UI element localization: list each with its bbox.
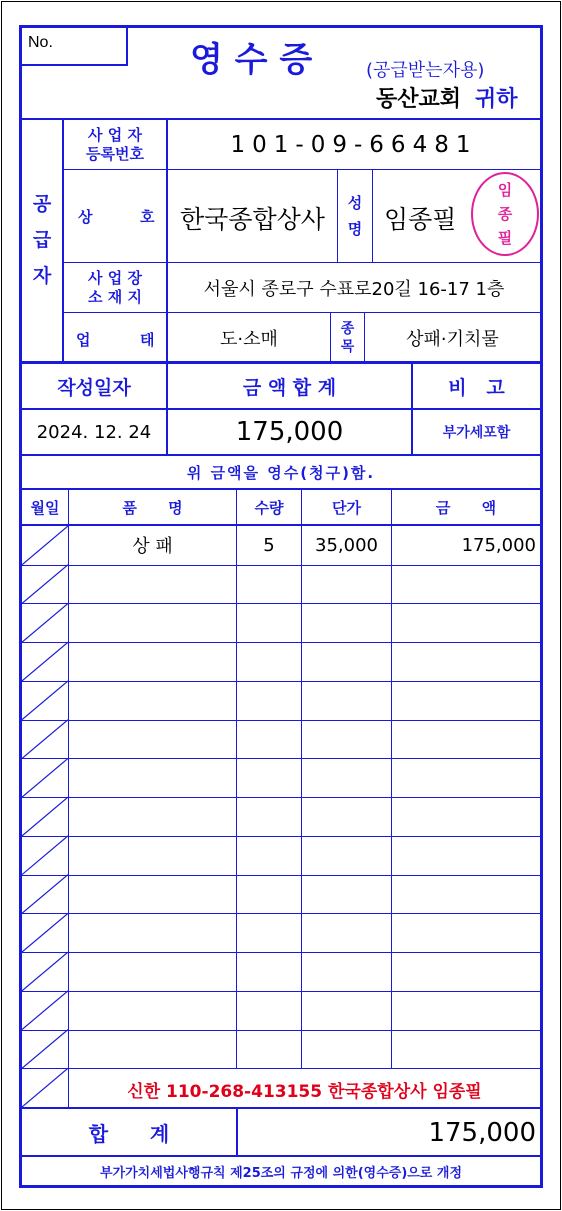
unit-price-cell [302,1031,391,1068]
total-amount-label: 금 액 합 계 [242,376,337,399]
supplier-side-label [22,170,62,310]
unit-price-cell [302,837,391,874]
item-name-cell [69,914,236,951]
regulation-note: 부가가치세법사행규칙 제25조의 규정에 의한(영수증)으로 개정 [99,1165,463,1181]
qty-cell [237,876,301,913]
date-slash [22,565,68,604]
date-slash [22,913,68,952]
date-slash [22,642,68,681]
business-type-label: 업 태 [76,331,155,349]
company-name: 한국종합상사 [180,205,325,234]
document-subtitle: (공급받는자용) [366,60,485,81]
representative-name: 임종필 [384,205,457,234]
col-header-unit-price: 단가 [332,498,361,517]
unit-price-cell [302,992,391,1029]
date-slash [22,603,68,642]
date-slash [22,991,68,1030]
amount-cell [392,876,538,913]
date-slash [22,758,68,797]
item-name-cell [69,798,236,835]
date-slash [22,875,68,914]
unit-price-cell [302,759,391,796]
unit-price-cell [302,566,391,603]
document-title: 영 수 증 [190,40,313,80]
unit-price-cell [302,876,391,913]
date-slash [22,526,68,565]
amount-cell [392,643,538,680]
item-name-cell [69,1031,236,1068]
address-value: 서울시 종로구 수표로20길 16-17 1층 [203,278,505,300]
qty-cell [237,643,301,680]
recipient-suffix: 귀하 [475,87,518,112]
date-slash [22,1030,68,1069]
unit-price-cell [302,914,391,951]
qty-cell [237,837,301,874]
date-slash [22,797,68,836]
total-amount: 175,000 [235,417,344,447]
date-slash [22,952,68,991]
amount-cell [392,992,538,1029]
supplier-side-char: 공 [32,193,52,215]
qty-cell [237,604,301,641]
qty-cell [237,1031,301,1068]
vat-note: 부가세포함 [442,425,511,441]
amount-cell [392,759,538,796]
receipt-statement: 위 금액을 영수(청구)함. [186,463,376,482]
item-name-cell [69,566,236,603]
item-type-label: 종 목 [340,320,355,355]
unit-price-cell [302,682,391,719]
name-label: 성 명 [347,194,363,238]
unit-price-cell [302,798,391,835]
date-slash [22,836,68,875]
footer-total-label: 합 계 [88,1121,170,1146]
address-label: 사 업 장 소 재 지 [88,268,142,306]
unit-price-cell [302,604,391,641]
item-name-cell [69,953,236,990]
item-type-value: 상패·기치물 [406,328,499,350]
date-column-slashes [22,526,68,1107]
item-name-cell [69,876,236,913]
qty-cell [237,992,301,1029]
item-name-cell: 상 패 [132,536,173,558]
amount-cell [392,682,538,719]
unit-price-cell [302,643,391,680]
reg-no-label: 사 업 자 등록번호 [86,125,144,163]
date-slash [22,681,68,720]
col-header-qty: 수량 [254,498,284,517]
col-header-item: 품 명 [122,498,183,517]
note-label: 비 고 [448,376,505,399]
supplier-side-char: 급 [32,229,52,251]
qty-cell [237,798,301,835]
qty-cell [237,759,301,796]
amount-cell [392,566,538,603]
item-name-cell [69,604,236,641]
reg-no-value: 101-09-66481 [230,131,478,158]
date-slash [22,1068,68,1107]
qty-cell: 5 [263,534,275,556]
amount-cell [392,604,538,641]
seal-stamp-text: 임 종 필 [497,181,513,247]
qty-cell [237,682,301,719]
unit-price-cell [302,953,391,990]
qty-cell [237,953,301,990]
qty-cell [237,914,301,951]
receipt-number-label: No. [28,34,53,51]
amount-cell [392,1031,538,1068]
amount-cell [392,798,538,835]
item-name-cell [69,643,236,680]
amount-cell [392,914,538,951]
item-name-cell [69,721,236,758]
amount-cell [392,721,538,758]
col-header-date: 월일 [30,498,60,517]
business-type-value: 도·소매 [220,328,278,350]
amount-cell: 175,000 [461,534,536,556]
item-name-cell [69,682,236,719]
qty-cell [237,566,301,603]
item-name-cell [69,992,236,1029]
supplier-side-char: 자 [32,265,52,287]
unit-price-cell [302,721,391,758]
issue-date: 2024. 12. 24 [36,421,152,443]
date-slash [22,720,68,759]
amount-cell [392,837,538,874]
bank-account-note: 신한 110-268-413155 한국종합상사 임종필 [127,1081,482,1102]
company-label: 상 호 [78,208,155,226]
footer-total-amount: 175,000 [428,1118,536,1148]
col-header-amount: 금 액 [435,498,497,517]
unit-price-cell: 35,000 [315,534,378,556]
date-label: 작성일자 [57,376,131,399]
item-name-cell [69,759,236,796]
qty-cell [237,721,301,758]
amount-cell [392,953,538,990]
recipient-name: 동산교회 [376,87,462,112]
item-name-cell [69,837,236,874]
